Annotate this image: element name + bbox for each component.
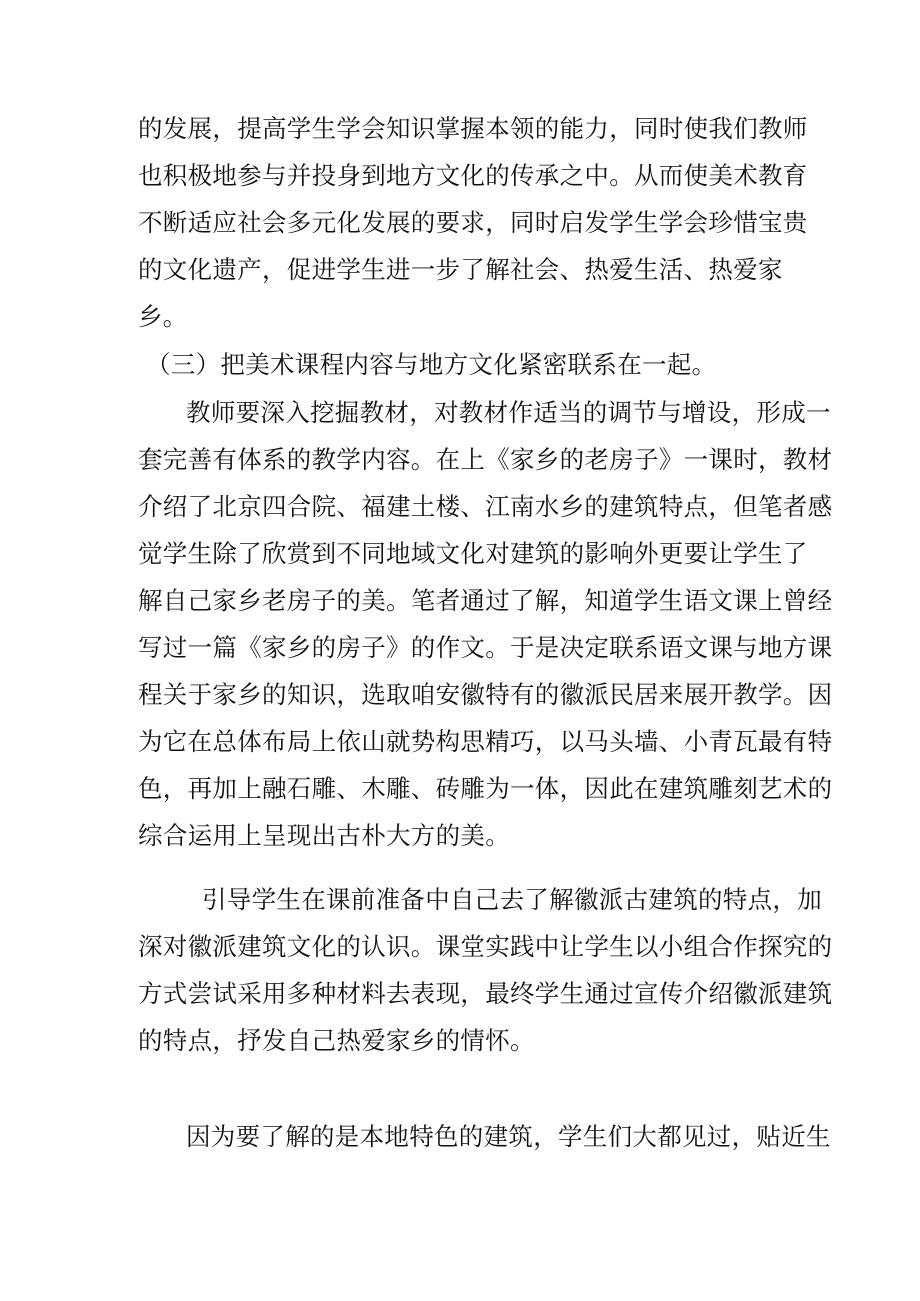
text-line: 套完善有体系的教学内容。在上《家乡的老房子》一课时，教材 [138, 445, 833, 474]
text-line: 乡。 [138, 302, 188, 331]
text-line: 引导学生在课前准备中自己去了解徽派古建筑的特点，加 [202, 885, 822, 914]
text-line: 不断适应社会多元化发展的要求，同时启发学生学会珍惜宝贵 [138, 208, 808, 237]
text-line: 觉学生除了欣赏到不同地域文化对建筑的影响外更要让学生了 [138, 539, 808, 568]
text-line: 因为要了解的是本地特色的建筑，学生们大都见过，贴近生 [186, 1122, 831, 1151]
text-line: 色，再加上融石雕、木雕、砖雕为一体，因此在建筑雕刻艺术的 [138, 774, 833, 803]
text-line: 程关于家乡的知识，选取咱安徽特有的徽派民居来展开教学。因 [138, 680, 833, 709]
text-line: 也积极地参与并投身到地方文化的传承之中。从而使美术教育 [138, 161, 808, 190]
text-line: 的特点，抒发自己热爱家乡的情怀。 [138, 1026, 535, 1055]
text-line: 深对徽派建筑文化的认识。课堂实践中让学生以小组合作探究的 [138, 932, 833, 961]
text-line: 为它在总体布局上依山就势构思精巧，以马头墙、小青瓦最有特 [138, 727, 833, 756]
text-line: 写过一篇《家乡的房子》的作文。于是决定联系语文课与地方课 [138, 633, 833, 662]
section-heading: （三）把美术课程内容与地方文化紧密联系在一起。 [146, 350, 717, 379]
text-line: 的文化遗产，促进学生进一步了解社会、热爱生活、热爱家 [138, 255, 783, 284]
text-line: 综合运用上呈现出古朴大方的美。 [138, 821, 510, 850]
text-line: 介绍了北京四合院、福建土楼、江南水乡的建筑特点，但笔者感 [138, 492, 833, 521]
text-line: 解自己家乡老房子的美。笔者通过了解，知道学生语文课上曾经 [138, 586, 833, 615]
text-line: 教师要深入挖掘教材，对教材作适当的调节与增设，形成一 [186, 398, 831, 427]
text-line: 的发展，提高学生学会知识掌握本领的能力，同时使我们教师 [138, 114, 808, 143]
text-line: 方式尝试采用多种材料去表现，最终学生通过宣传介绍徽派建筑 [138, 979, 833, 1008]
